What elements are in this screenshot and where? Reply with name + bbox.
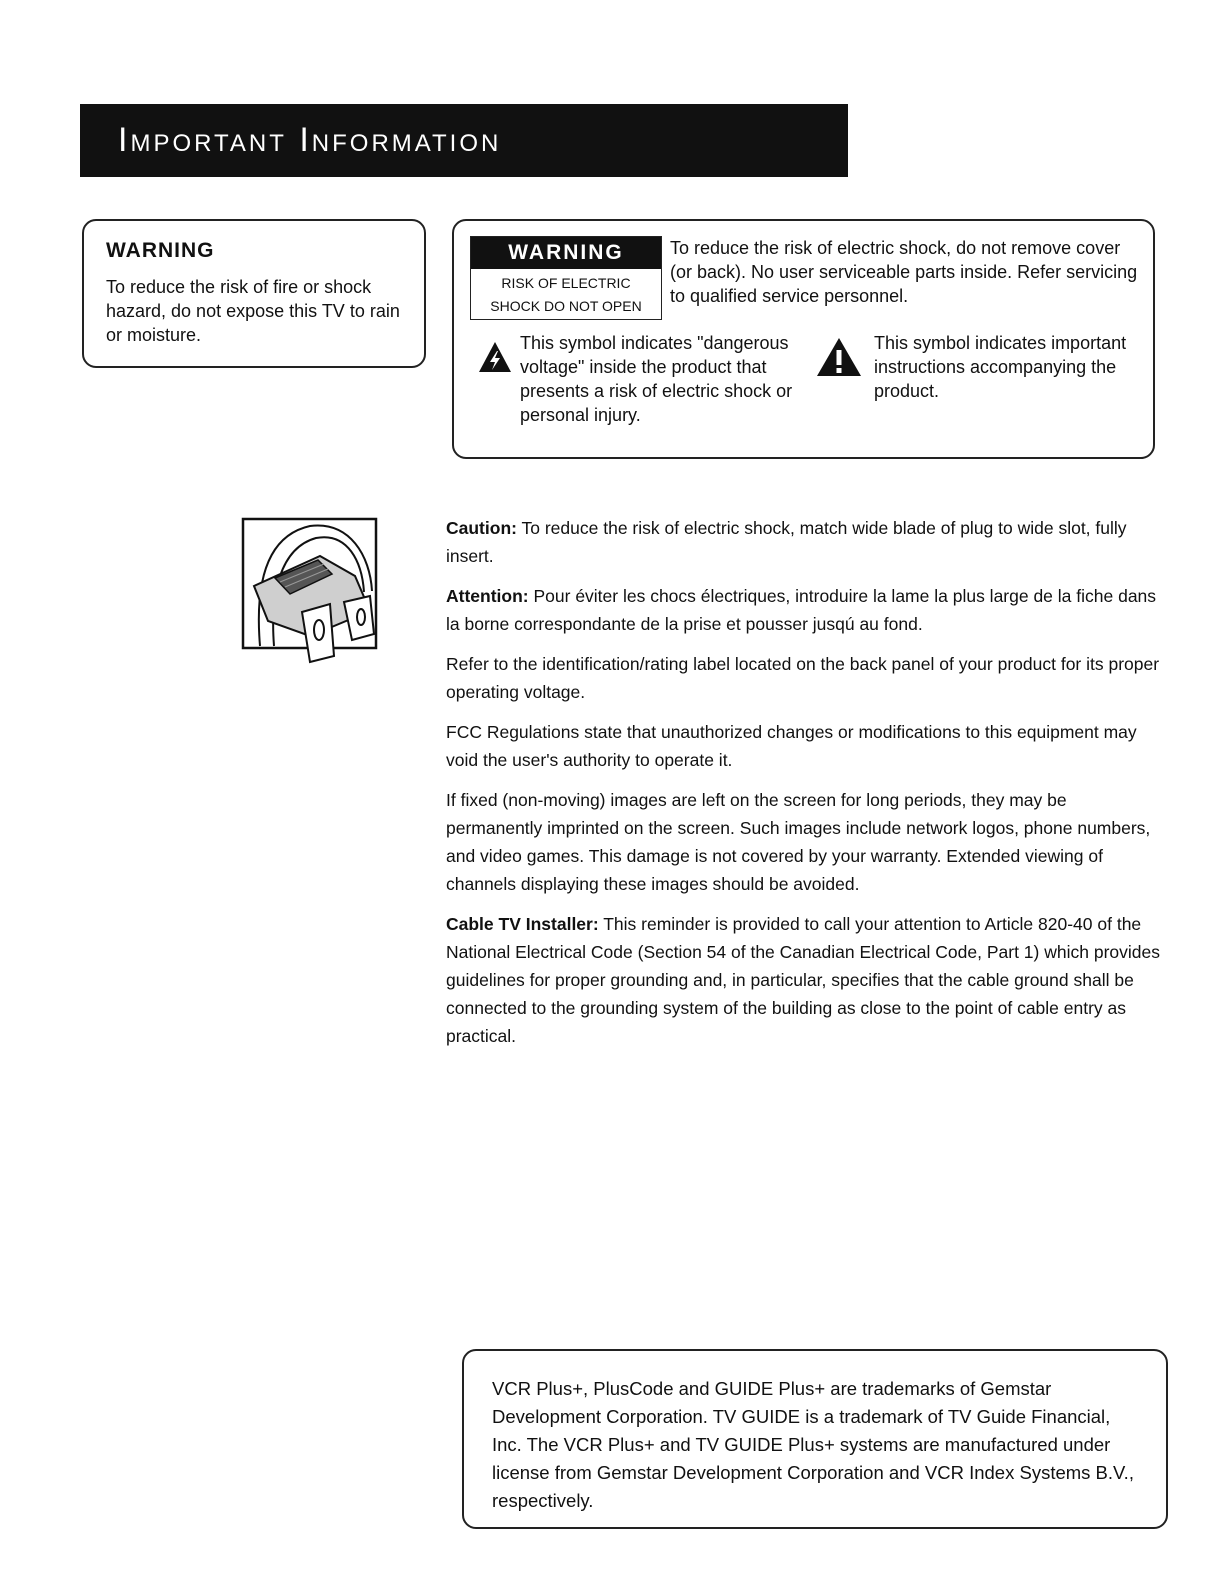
electric-shock-warning-box	[452, 219, 1155, 459]
warning-label	[470, 236, 662, 320]
cable-installer-paragraph	[446, 910, 1166, 1050]
warning-text: To reduce the risk of fire or shock hazard, do not expose this TV to rain or moisture.	[106, 277, 400, 345]
main-content	[446, 514, 1166, 1062]
trademark-text: VCR Plus+, PlusCode and GUIDE Plus+ are trademarks of Gemstar Development Corporation. TV GUIDE is a trademark of TV Guide Financial, Inc. The VCR Plus+ and TV GUIDE Plus+ systems are manufactured under license from Gemstar Development Corporation and VCR Index Systems B.V., respectively.	[492, 1378, 1134, 1511]
attention-label: Attention:	[446, 586, 529, 606]
instruction-symbol-text: This symbol indicates important instructions accompanying the product.	[874, 333, 1127, 401]
lightning-triangle-icon	[478, 341, 512, 373]
fire-shock-warning-box	[82, 219, 426, 368]
cable-installer-text: This reminder is provided to call your attention to Article 820-40 of the National Electrical Code (Section 54 of the Canadian Electrical Code, Part 1) which provides guidelines for proper grounding and, in particular, specifies that the cable ground shall be connected to the grounding system of the building as close to the point of cable entry as practical.	[446, 914, 1160, 1046]
attention-text: Pour éviter les chocs électriques, introduire la lame la plus large de la fiche dans la borne correspondante de la prise et pousser jusqú au fond.	[446, 586, 1157, 634]
caution-label: Caution:	[446, 518, 517, 538]
trademark-box	[462, 1349, 1168, 1529]
voltage-symbol-note	[478, 331, 823, 427]
cable-installer-label: Cable TV Installer:	[446, 914, 599, 934]
instruction-symbol-note	[816, 331, 1136, 403]
exclamation-triangle-icon	[816, 337, 862, 377]
rating-label-paragraph: Refer to the identification/rating label located on the back panel of your product for its proper operating voltage.	[446, 654, 1160, 702]
warning-heading: WARNING	[106, 239, 215, 262]
warning-label-heading: WARNING	[471, 237, 661, 269]
caution-text: To reduce the risk of electric shock, match wide blade of plug to wide slot, fully insert.	[446, 518, 1127, 566]
warning-label-line2: SHOCK DO NOT OPEN	[490, 298, 642, 314]
image-burn-paragraph: If fixed (non-moving) images are left on the screen for long periods, they may be permanently imprinted on the screen. Such images include network logos, phone numbers, and video games. This damage is not covered by your warranty. Extended viewing of channels displaying these images should be avoided.	[446, 790, 1151, 894]
attention-paragraph	[446, 582, 1166, 638]
page-title: Important Information	[118, 121, 502, 159]
polarized-plug-illustration	[240, 516, 390, 666]
fcc-paragraph: FCC Regulations state that unauthorized changes or modifications to this equipment may void the user's authority to operate it.	[446, 722, 1137, 770]
page-title-bar	[80, 104, 848, 177]
warning-label-line1: RISK OF ELECTRIC	[501, 275, 631, 291]
caution-paragraph	[446, 514, 1166, 570]
voltage-symbol-text: This symbol indicates "dangerous voltage" inside the product that presents a risk of electric shock or personal injury.	[520, 333, 793, 425]
shock-warning-text: To reduce the risk of electric shock, do not remove cover (or back). No user serviceable parts inside. Refer servicing to qualified service personnel.	[670, 238, 1138, 306]
